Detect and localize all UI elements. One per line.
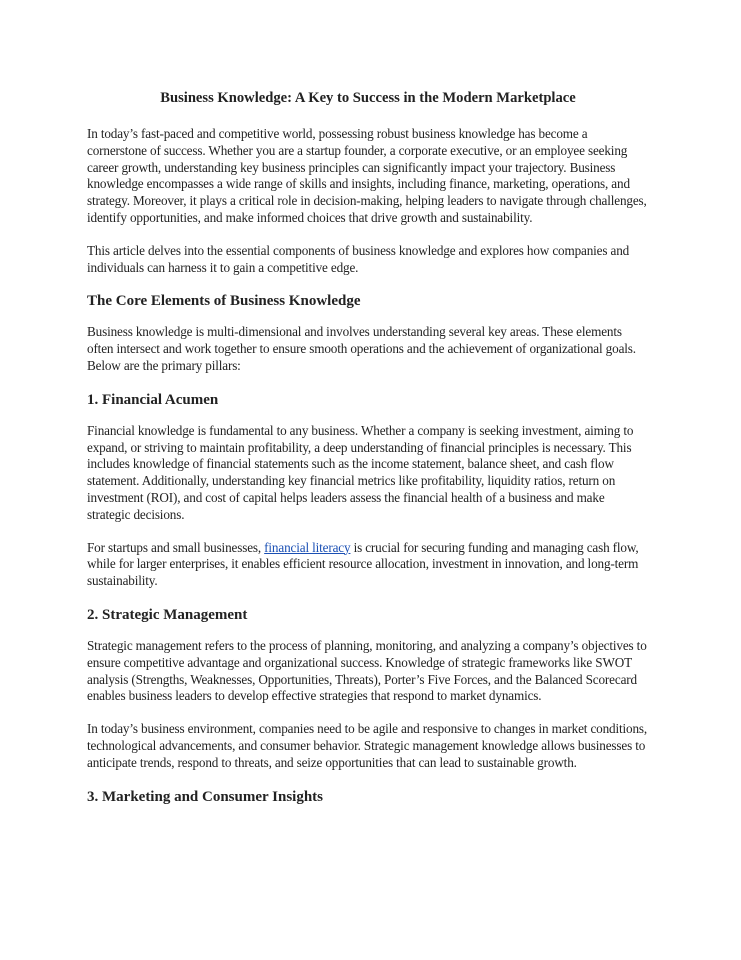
financial-paragraph-2-start: For startups and small businesses, <box>87 539 265 555</box>
intro-paragraph-2: This article delves into the essential components of business knowledge and explores how companies and individuals can harness it to gain a competitive edge. <box>87 242 630 275</box>
strategic-management-heading: 2. Strategic Management <box>87 606 248 623</box>
intro-paragraph-1: In today’s fast-paced and competitive world, possessing robust business knowledge has become a cornerstone of success. Whether you are a startup founder, a corporate executive, or an employee seeking career growth, understanding key business principles can significantly impact your trajectory. Business knowledge encompasses a wide range of skills and insights, including finance, marketing, operations, and strategy. Moreover, it plays a critical role in decision-making, helping leaders to navigate through challenges, identify opportunities, and make informed choices that drive growth and sustainability. <box>87 126 647 225</box>
financial-paragraph-2 <box>87 540 649 590</box>
financial-acumen-heading: 1. Financial Acumen <box>87 391 219 408</box>
core-elements-heading: The Core Elements of Business Knowledge <box>87 293 361 310</box>
document-page <box>87 90 649 806</box>
financial-paragraph-2-end: is crucial for securing funding and managing cash flow, while for larger enterprises, it enables efficient resource allocation, investment in innovation, and long-term sustainability. <box>87 539 639 589</box>
strategic-paragraph-1: Strategic management refers to the process of planning, monitoring, and analyzing a company’s objectives to ensure competitive advantage and organizational success. Knowledge of strategic frameworks like SWOT analysis (Strengths, Weaknesses, Opportunities, Threats), Porter’s Five Forces, and the Balanced Scorecard enables business leaders to develop effective strategies that respond to market dynamics. <box>87 637 647 704</box>
core-elements-paragraph: Business knowledge is multi-dimensional and involves understanding several key areas. These elements often intersect and work together to ensure smooth operations and the achievement of organizational goals. Below are the primary pillars: <box>87 324 636 373</box>
financial-literacy-link[interactable]: financial literacy <box>264 539 351 555</box>
strategic-paragraph-2: In today’s business environment, companies need to be agile and responsive to changes in market conditions, technological advancements, and consumer behavior. Strategic management knowledge allows businesses to anticipate trends, respond to threats, and seize opportunities that can lead to sustainable growth. <box>87 721 648 770</box>
financial-paragraph-1: Financial knowledge is fundamental to any business. Whether a company is seeking investment, aiming to expand, or striving to maintain profitability, a deep understanding of financial principles is necessary. This includes knowledge of financial statements such as the income statement, balance sheet, and cash flow statement. Additionally, understanding key financial metrics like profitability, liquidity ratios, return on investment (ROI), and cost of capital helps leaders assess the financial health of a business and make strategic decisions. <box>87 422 634 522</box>
document-title: Business Knowledge: A Key to Success in the Modern Marketplace <box>160 90 576 106</box>
marketing-heading: 3. Marketing and Consumer Insights <box>87 788 324 805</box>
